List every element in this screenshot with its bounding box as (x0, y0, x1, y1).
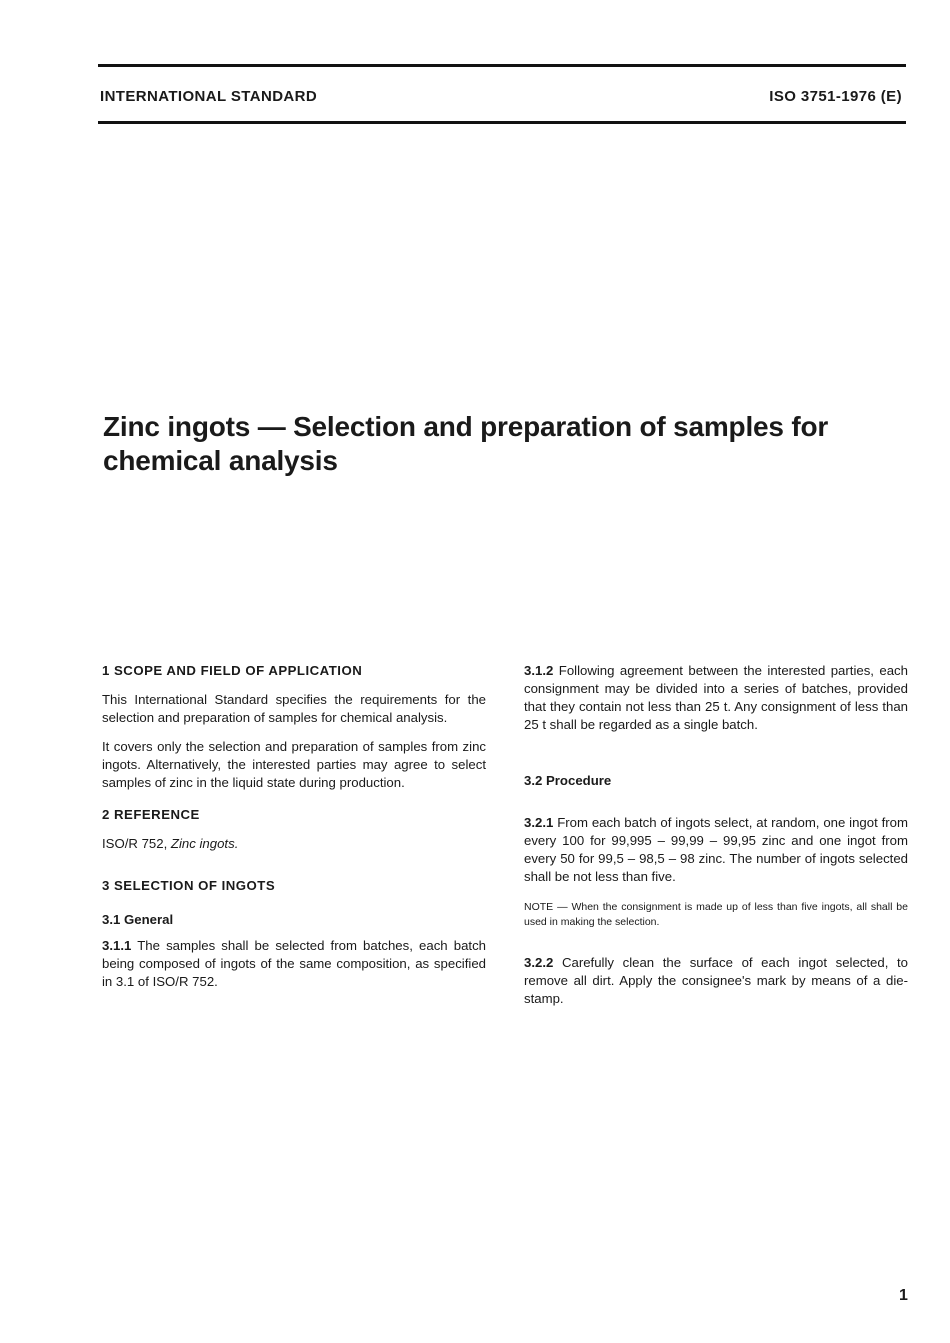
section-3-1-heading: 3.1 General (102, 912, 174, 927)
header-bottom-rule (98, 121, 906, 124)
section-2-heading: 2 REFERENCE (102, 807, 200, 822)
clause-3-2-2-number: 3.2.2 (524, 955, 554, 970)
clause-3-2-2-text: Carefully clean the surface of each ingot selected, to remove all dirt. Apply the consignee's mark by means of a die-stamp. (524, 955, 908, 1006)
clause-3-2-1-number: 3.2.1 (524, 815, 554, 830)
section-1-paragraph-1: This International Standard specifies the requirements for the selection and preparation of samples for chemical analysis. (102, 692, 486, 725)
page-title: Zinc ingots — Selection and preparation of samples for chemical analysis (103, 411, 829, 476)
section-1-heading: 1 SCOPE AND FIELD OF APPLICATION (102, 663, 363, 678)
left-column (102, 662, 486, 991)
clause-3-1-2 (524, 662, 908, 734)
header-top-rule (98, 64, 906, 67)
header-label: INTERNATIONAL STANDARD (100, 88, 318, 105)
clause-3-2-1-text: From each batch of ingots select, at random, one ingot from every 100 for 99,995 – 99,99 – 99,95 zinc and one ingot from every 50 for 99,5 – 98,5 – 98 zinc. The number of ingots selected shall be not less than five. (524, 815, 908, 884)
right-column (524, 662, 908, 1008)
note-label: NOTE (524, 901, 554, 913)
reference-item (102, 835, 486, 853)
clause-3-1-1-text: The samples shall be selected from batches, each batch being composed of ingots of the same composition, as specified in 3.1 of ISO/R 752. (102, 938, 486, 989)
note (524, 900, 908, 930)
clause-3-1-1 (102, 937, 486, 991)
page-number: 1 (899, 1287, 908, 1304)
clause-3-1-2-text: Following agreement between the interested parties, each consignment may be divided into a series of batches, provided that they contain not less than 25 t. Any consignment of less than 25 t shall be regarded as a single batch. (524, 663, 908, 732)
section-1-paragraph-2: It covers only the selection and preparation of samples from zinc ingots. Alternatively, the interested parties may agree to select samples of zinc in the liquid state during production. (102, 739, 486, 790)
section-3-heading: 3 SELECTION OF INGOTS (102, 878, 276, 893)
header-document-number: ISO 3751-1976 (E) (769, 88, 902, 105)
clause-3-1-1-number: 3.1.1 (102, 938, 132, 953)
clause-3-1-2-number: 3.1.2 (524, 663, 554, 678)
section-3-2-heading: 3.2 Procedure (524, 773, 612, 788)
clause-3-2-2 (524, 954, 908, 1008)
note-text: — When the consignment is made up of less than five ingots, all shall be used in making the selection. (524, 901, 908, 928)
reference-code: ISO/R 752, (102, 836, 168, 851)
clause-3-2-1 (524, 814, 908, 886)
reference-title: Zinc ingots. (170, 836, 239, 851)
